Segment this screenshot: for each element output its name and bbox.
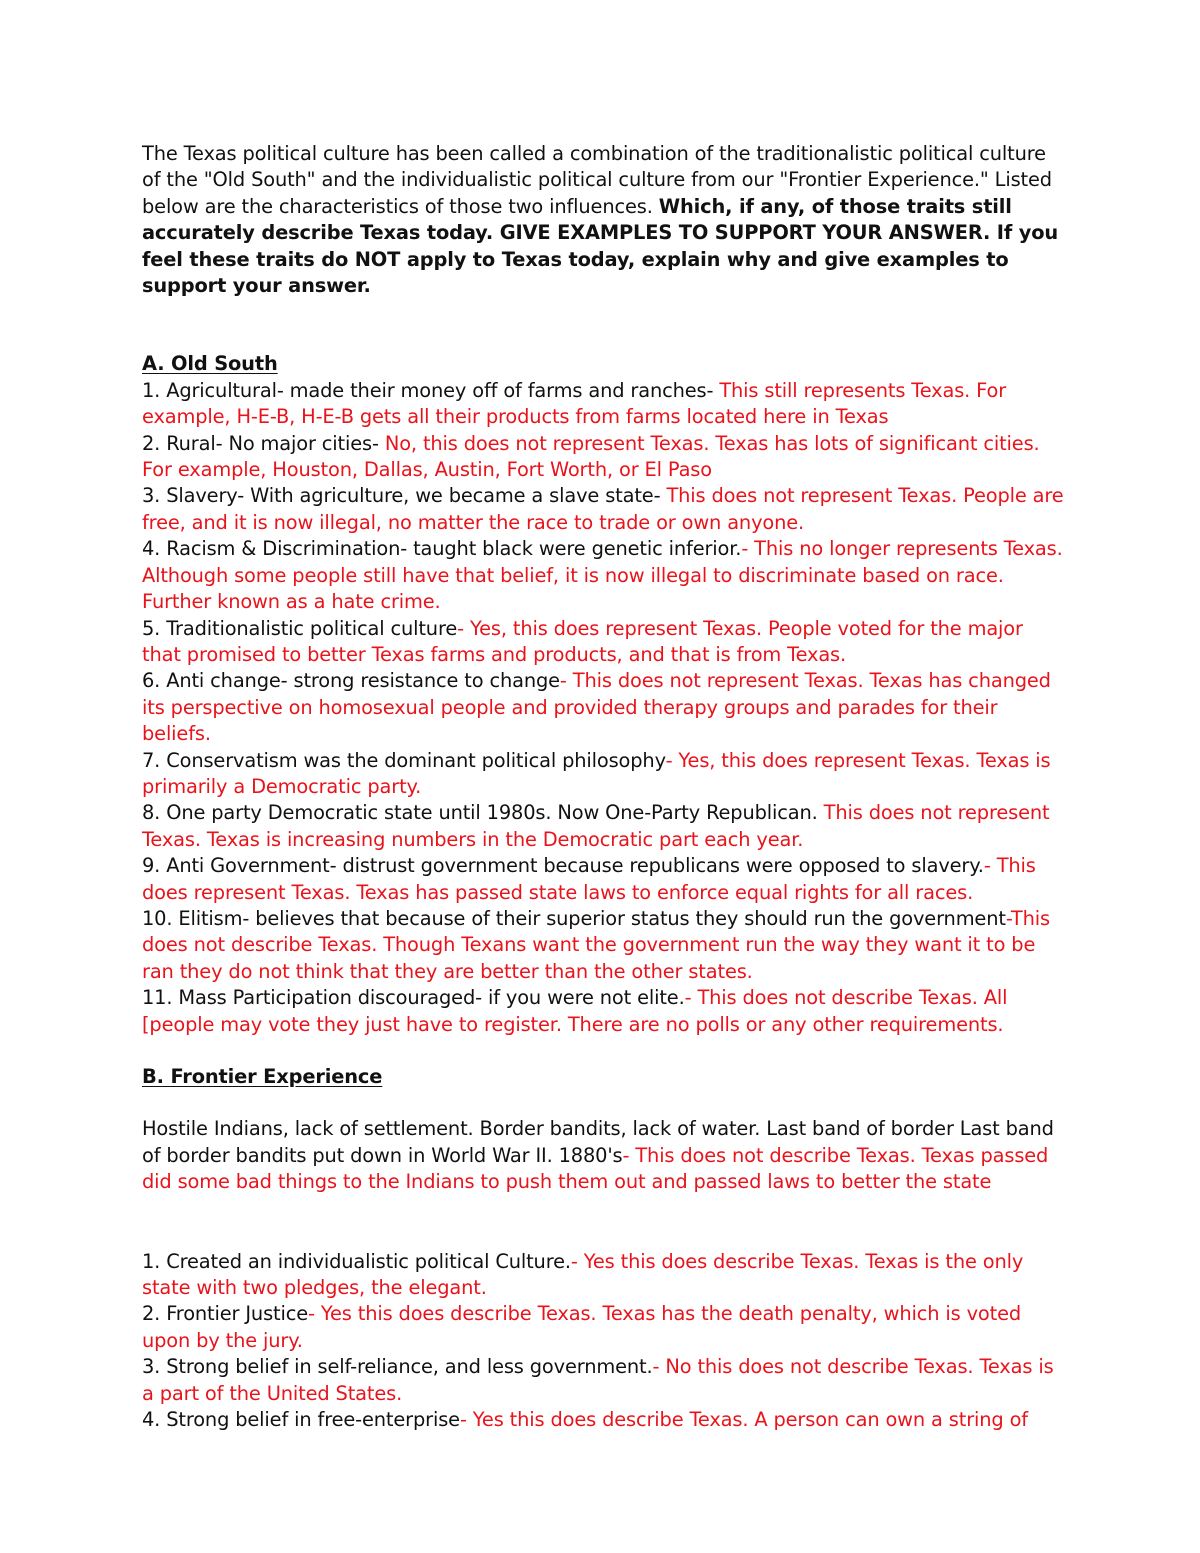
answer-text: - Yes this does describe Texas. A person can own a string of	[459, 1408, 1028, 1432]
trait-text: 3. Slavery- With agriculture, we became a slave state-	[142, 484, 667, 508]
intro-paragraph	[142, 141, 1064, 299]
list-item	[142, 536, 1064, 615]
list-item	[142, 668, 1064, 747]
answer-text: - Yes, this does represent Texas. People voted for the major that promised to better Texas farms and products, and that is from Texas.	[142, 616, 1023, 666]
answer-text: - This does not describe Texas. All [people may vote they just have to register. There are no polls or any other requirements.	[142, 986, 1008, 1036]
trait-text: 9. Anti Government- distrust government because republicans were opposed to slavery.	[142, 854, 984, 878]
list-item	[142, 431, 1064, 484]
answer-text: - This does not describe Texas. Texas passed did some bad things to the Indians to push them out and passed laws to better the state	[142, 1143, 1049, 1194]
answer-text: - No this does not describe Texas. Texas is a part of the United States.	[142, 1355, 1054, 1405]
trait-text: 2. Frontier Justice	[142, 1302, 309, 1326]
answer-text: - This does represent Texas. Texas has passed state laws to enforce equal rights for all races.	[142, 854, 1036, 904]
list-item	[142, 1354, 1064, 1407]
trait-text: 2. Rural- No major cities-	[142, 431, 385, 455]
trait-text: 6. Anti change- strong resistance to change	[142, 669, 560, 693]
answer-text: -This does not describe Texas. Though Texans want the government run the way they want it to be ran they do not think that they are better than the other states.	[142, 906, 1050, 983]
trait-text: 10. Elitism- believes that because of their superior status they should run the government	[142, 906, 1006, 930]
answer-text: This does not represent Texas. Texas is increasing numbers in the Democratic part each year.	[142, 801, 1050, 851]
answer-text: This still represents Texas. For example, H-E-B, H-E-B gets all their products from farms located here in Texas	[142, 378, 1007, 429]
answer-text: - Yes this does describe Texas. Texas has the death penalty, which is voted upon by the jury.	[142, 1302, 1022, 1352]
answer-text: - Yes this does describe Texas. Texas is the only state with two pledges, the elegant.	[142, 1249, 1024, 1300]
trait-text: 1. Agricultural- made their money off of farms and ranches-	[142, 378, 720, 402]
trait-text: 4. Strong belief in free-enterprise	[142, 1408, 460, 1432]
trait-text: 3. Strong belief in self-reliance, and less government.	[142, 1355, 653, 1379]
intro-instructions: Which, if any, of those traits still accurately describe Texas today. GIVE EXAMPLES TO SUPPORT YOUR ANSWER. If you feel these traits do NOT apply to Texas today, explain why and give examples to support your answer.	[142, 194, 1059, 298]
intro-text: The Texas political culture has been called a combination of the traditionalistic political culture of the "Old South" and the individualistic political culture from our "Frontier Experience." Listed below are the characteristics of those two influences.	[142, 142, 1052, 218]
trait-text: 4. Racism & Discrimination- taught black were genetic inferior.	[142, 537, 742, 561]
list-item	[142, 378, 1064, 431]
section-a-list	[142, 378, 1064, 1038]
trait-text: 7. Conservatism was the dominant political philosophy	[142, 748, 666, 772]
list-item	[142, 748, 1064, 801]
list-item	[142, 800, 1064, 853]
answer-text: No, this does not represent Texas. Texas has lots of significant cities. For example, Houston, Dallas, Austin, Fort Worth, or El Paso	[142, 431, 1040, 482]
trait-text: 11. Mass Participation discouraged- if you were not elite.	[142, 986, 685, 1010]
frontier-description	[142, 1116, 1064, 1195]
answer-text: - This no longer represents Texas. Although some people still have that belief, it is now illegal to discriminate based on race. Further known as a hate crime.	[142, 537, 1063, 614]
list-item	[142, 1249, 1064, 1302]
section-a-heading: A. Old South	[142, 352, 278, 376]
section-b-list	[142, 1249, 1064, 1434]
answer-text: - This does not represent Texas. Texas has changed its perspective on homosexual people and provided therapy groups and parades for their beliefs.	[142, 669, 1051, 746]
list-item	[142, 985, 1064, 1038]
document-page	[142, 141, 1064, 1433]
list-item	[142, 483, 1064, 536]
trait-text: 1. Created an individualistic political Culture.	[142, 1249, 571, 1273]
description-text: Hostile Indians, lack of settlement. Border bandits, lack of water. Last band of border Last band of border bandits put down in World War II. 1880's	[142, 1117, 1054, 1167]
section-b-heading: B. Frontier Experience	[142, 1065, 383, 1088]
answer-text: - Yes, this does represent Texas. Texas is primarily a Democratic party.	[142, 748, 1051, 798]
list-item	[142, 1407, 1064, 1433]
list-item	[142, 906, 1064, 985]
trait-text: 8. One party Democratic state until 1980s. Now One-Party Republican.	[142, 801, 824, 825]
list-item	[142, 853, 1064, 906]
list-item	[142, 616, 1064, 669]
trait-text: 5. Traditionalistic political culture	[142, 616, 458, 640]
list-item	[142, 1301, 1064, 1354]
answer-text: This does not represent Texas. People are free, and it is now illegal, no matter the race to trade or own anyone.	[142, 484, 1064, 534]
